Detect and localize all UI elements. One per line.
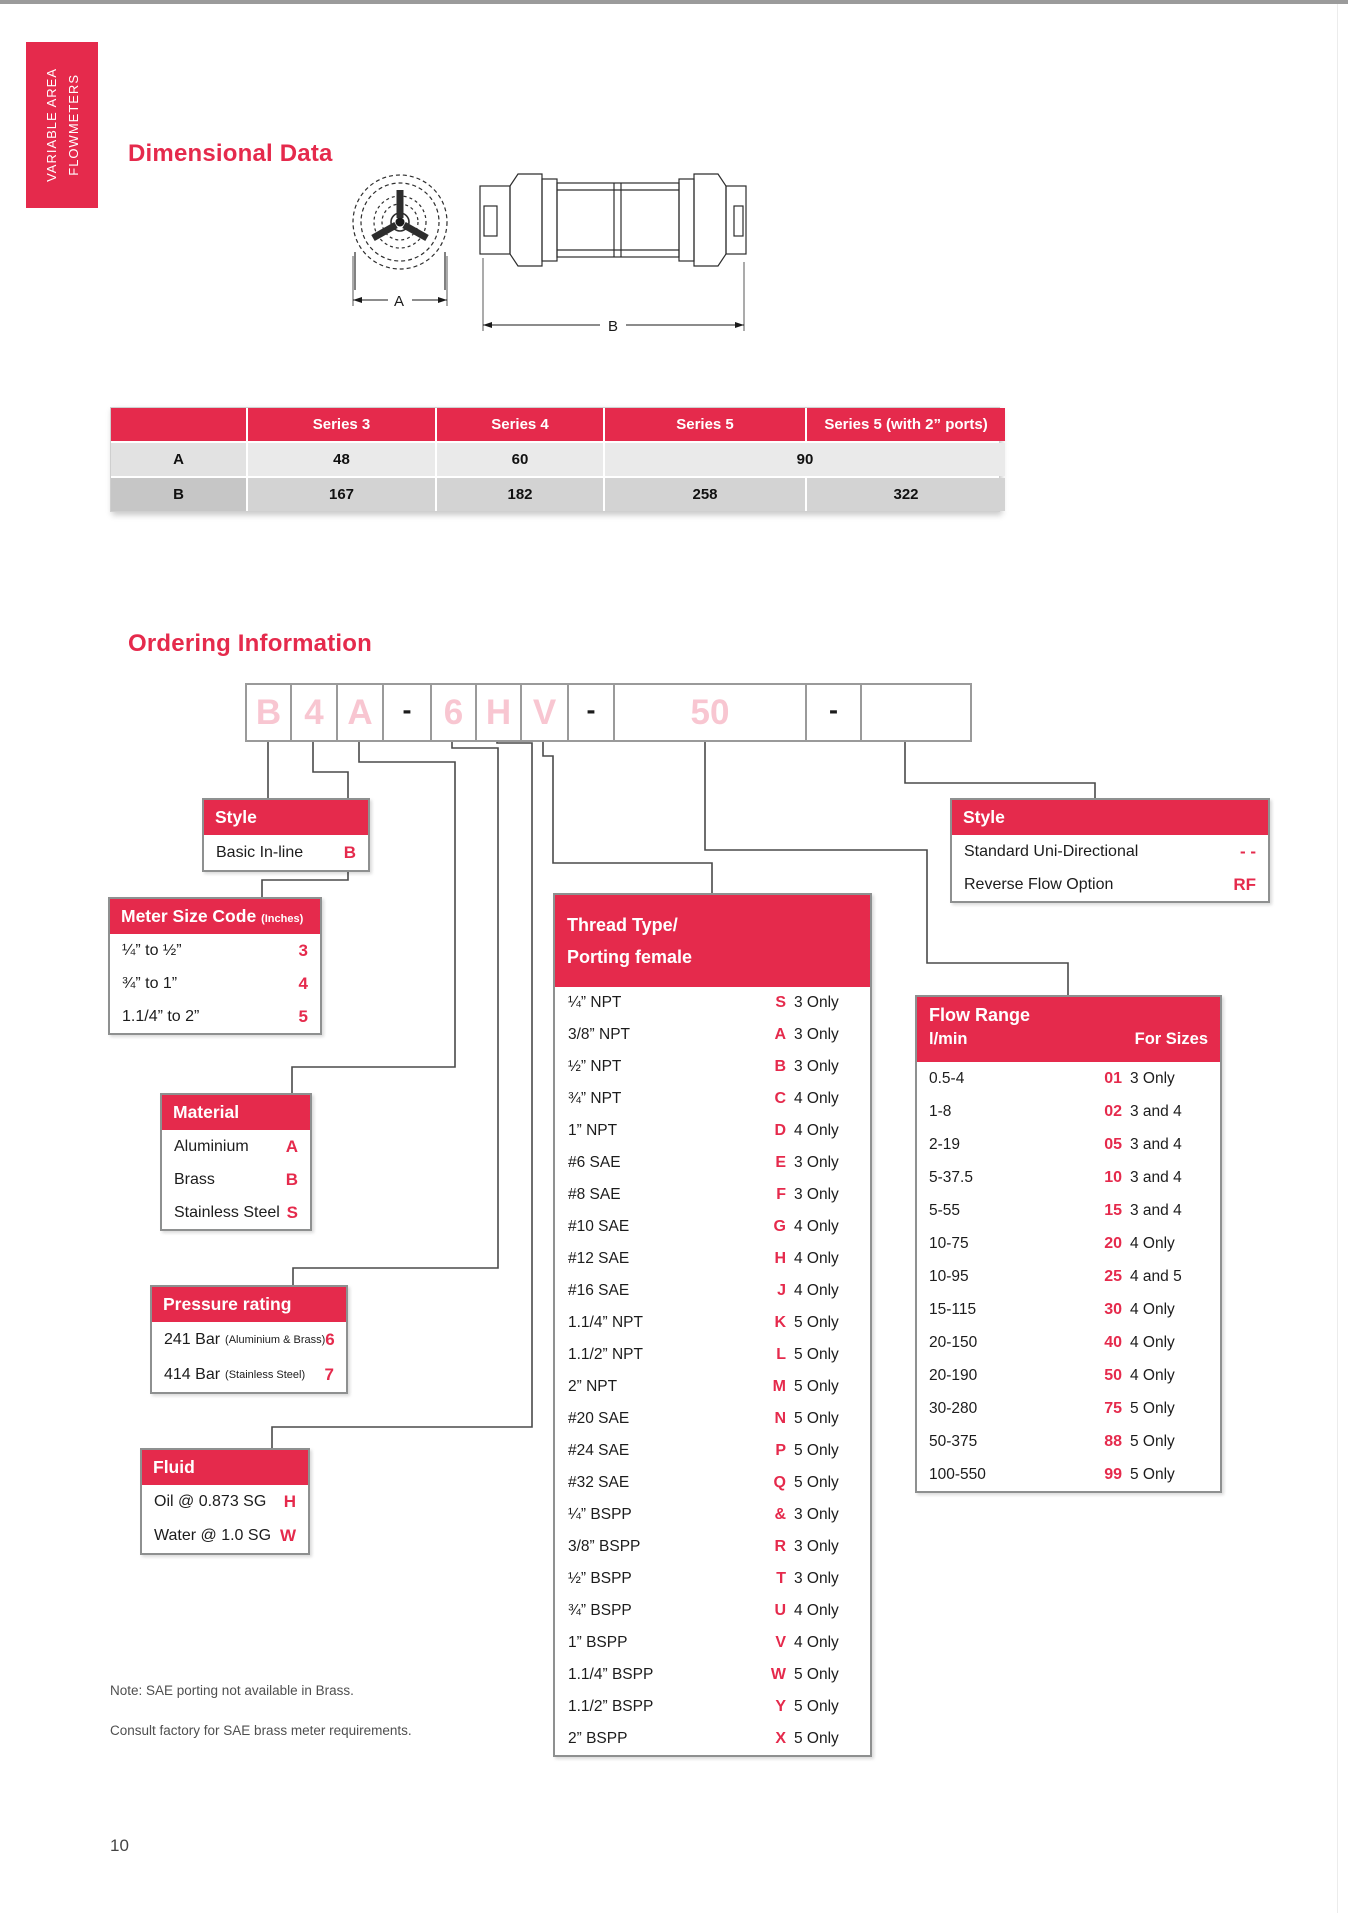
thread-type-row: 1.1/2” BSPP Y 5 Only (568, 1698, 839, 1715)
meter-size-row: ¼” to ½” 3 (122, 940, 308, 960)
thread-type-row: ¾” NPT C 4 Only (568, 1090, 839, 1107)
thread-type-row: 1.1/2” NPT L 5 Only (568, 1346, 839, 1363)
thread-type-row: ¼” NPT S 3 Only (568, 994, 839, 1011)
thread-type-row: #10 SAE G 4 Only (568, 1218, 839, 1235)
fluid-table (140, 1448, 310, 1555)
style-left-table (202, 798, 370, 872)
meter-size-row: ¾” to 1” 4 (122, 973, 308, 993)
ordering-information-heading: Ordering Information (128, 630, 372, 657)
pressure-rating-table (150, 1285, 348, 1394)
dim-row-b-series5: 258 (605, 478, 805, 511)
pressure-rating-row: 241 Bar (Aluminium & Brass) 6 (164, 1329, 335, 1349)
flow-range-row: 5-55 15 3 and 4 (929, 1201, 1182, 1219)
thread-type-table (553, 893, 872, 1757)
flow-range-row: 1-8 02 3 and 4 (929, 1102, 1182, 1120)
style-right-table (950, 798, 1270, 903)
dim-row-b-series5-2in: 322 (807, 478, 1005, 511)
thread-type-row: 2” NPT M 5 Only (568, 1378, 839, 1395)
flow-range-title: Flow Range l/min For Sizes (917, 997, 1220, 1062)
order-code-cell: - (805, 685, 860, 740)
style-right-row: Standard Uni-Directional - - (964, 841, 1256, 861)
material-row: Aluminium A (174, 1136, 298, 1156)
thread-type-row: ½” BSPP T 3 Only (568, 1570, 839, 1587)
material-row: Stainless Steel S (174, 1202, 298, 1222)
flow-range-for-sizes-label: For Sizes (1134, 1030, 1208, 1048)
dimensional-data-table (110, 407, 1000, 512)
dimension-extension-lines (353, 256, 744, 331)
dim-a-label: A (394, 293, 405, 310)
dim-table-header-series5-2in: Series 5 (with 2” ports) (807, 408, 1005, 441)
thread-type-row: 1.1/4” NPT K 5 Only (568, 1314, 839, 1331)
flow-range-row: 30-280 75 5 Only (929, 1399, 1175, 1417)
order-code-cell: B (255, 693, 282, 732)
flow-range-row: 20-150 40 4 Only (929, 1333, 1175, 1351)
thread-type-row: 3/8” NPT A 3 Only (568, 1026, 839, 1043)
fluid-row: Water @ 1.0 SG W (154, 1526, 296, 1545)
dim-row-a-series4: 60 (437, 443, 603, 476)
style-right-title: Style (952, 800, 1268, 835)
thread-type-row: #12 SAE H 4 Only (568, 1250, 839, 1267)
thread-type-row: 1” NPT D 4 Only (568, 1122, 839, 1139)
dim-table-header-series3: Series 3 (248, 408, 435, 441)
thread-type-row: 1” BSPP V 4 Only (568, 1634, 839, 1651)
thread-type-row: #16 SAE J 4 Only (568, 1282, 839, 1299)
dimensional-data-heading: Dimensional Data (128, 140, 333, 167)
material-table (160, 1093, 312, 1231)
flow-range-row: 20-190 50 4 Only (929, 1366, 1175, 1384)
thread-type-row: #8 SAE F 3 Only (568, 1186, 839, 1203)
thread-type-row: #24 SAE P 5 Only (568, 1442, 839, 1459)
flow-range-units-label: l/min (929, 1030, 968, 1048)
order-code-cell: V (520, 685, 567, 740)
flow-range-row: 10-75 20 4 Only (929, 1234, 1175, 1252)
flow-range-row: 10-95 25 4 and 5 (929, 1267, 1182, 1285)
footnote-line1: Note: SAE porting not available in Brass. (110, 1683, 354, 1698)
thread-type-row: 1.1/4” BSPP W 5 Only (568, 1666, 839, 1683)
dim-row-b-series4: 182 (437, 478, 603, 511)
dim-table-header-blank (111, 408, 246, 441)
pressure-rating-title: Pressure rating (152, 1287, 346, 1322)
style-left-row: Basic In-line B (216, 842, 356, 862)
order-code-boxes (245, 683, 972, 742)
flow-range-table (915, 995, 1222, 1493)
thread-type-row: ¼” BSPP & 3 Only (568, 1506, 839, 1523)
thread-type-title: Thread Type/ Porting female (555, 895, 870, 987)
style-left-title: Style (204, 800, 368, 835)
fluid-row: Oil @ 0.873 SG H (154, 1492, 296, 1511)
flow-range-row: 2-19 05 3 and 4 (929, 1135, 1182, 1153)
meter-size-row: 1.1/4” to 2” 5 (122, 1006, 308, 1026)
dim-row-a-label: A (111, 443, 246, 476)
meter-size-code-title: Meter Size Code (Inches) (110, 899, 320, 934)
material-title: Material (162, 1095, 310, 1130)
flowmeter-side-view-drawing (480, 174, 746, 266)
order-code-cell: A (336, 685, 382, 740)
thread-type-row: ½” NPT B 3 Only (568, 1058, 839, 1075)
thread-type-row: 3/8” BSPP R 3 Only (568, 1538, 839, 1555)
style-right-row: Reverse Flow Option RF (964, 874, 1256, 894)
material-row: Brass B (174, 1169, 298, 1189)
flow-range-row: 5-37.5 10 3 and 4 (929, 1168, 1182, 1186)
thread-type-row: #32 SAE Q 5 Only (568, 1474, 839, 1491)
flow-range-row: 15-115 30 4 Only (929, 1300, 1175, 1318)
dim-row-b-label: B (111, 478, 246, 511)
page-number: 10 (110, 1836, 129, 1855)
dim-b-label: B (608, 318, 619, 335)
order-code-cell: - (382, 685, 430, 740)
thread-type-row: #6 SAE E 3 Only (568, 1154, 839, 1171)
dim-table-header-series4: Series 4 (437, 408, 603, 441)
dim-row-a-series5-both: 90 (605, 443, 1005, 476)
thread-type-row: #20 SAE N 5 Only (568, 1410, 839, 1427)
footnote-line2: Consult factory for SAE brass meter requirements. (110, 1723, 412, 1738)
fluid-title: Fluid (142, 1450, 308, 1485)
meter-size-code-table (108, 897, 322, 1035)
order-code-cell: H (475, 685, 520, 740)
flow-range-row: 0.5-4 01 3 Only (929, 1069, 1175, 1087)
thread-type-row: ¾” BSPP U 4 Only (568, 1602, 839, 1619)
thread-type-row: 2” BSPP X 5 Only (568, 1730, 839, 1747)
sidebar-tab-label-line2: FLOWMETERS (65, 74, 81, 176)
order-code-cell: 50 (613, 685, 805, 740)
order-code-cell (860, 685, 970, 740)
order-code-cell: 4 (290, 685, 336, 740)
pressure-rating-row: 414 Bar (Stainless Steel) 7 (164, 1364, 334, 1384)
flow-range-row: 50-375 88 5 Only (929, 1432, 1175, 1450)
order-code-cell: 6 (430, 685, 475, 740)
order-code-cell: - (567, 685, 613, 740)
dim-row-b-series3: 167 (248, 478, 435, 511)
sidebar-tab-label-line1: VARIABLE AREA (43, 68, 59, 182)
flow-range-row: 100-550 99 5 Only (929, 1465, 1175, 1483)
dim-row-a-series3: 48 (248, 443, 435, 476)
dim-table-header-series5: Series 5 (605, 408, 805, 441)
flowmeter-end-view-drawing (353, 175, 447, 290)
dimension-lines (353, 297, 744, 328)
